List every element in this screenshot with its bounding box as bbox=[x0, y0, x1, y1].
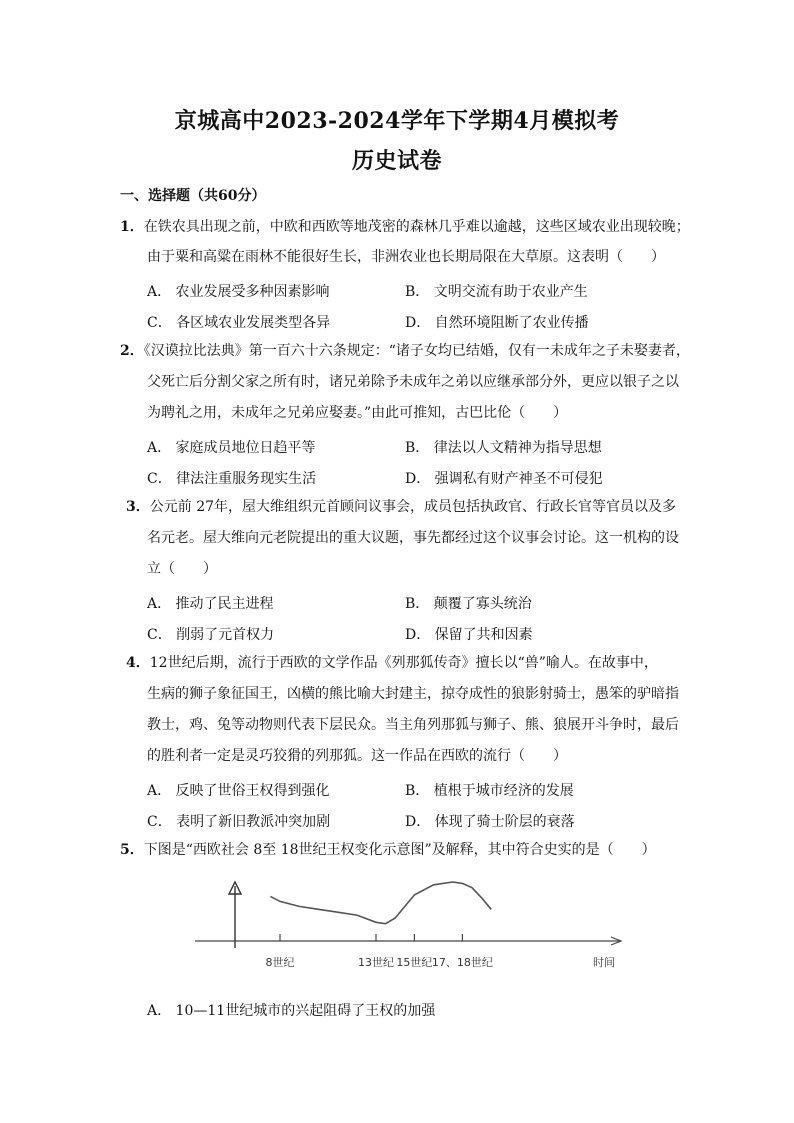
question-1-option-a[interactable]: A． 农业发展受多种因素影响 bbox=[147, 284, 330, 300]
tick-labels bbox=[266, 955, 493, 969]
question-1-option-d[interactable]: D． 自然环境阻断了农业传播 bbox=[405, 315, 589, 331]
question-3-option-a[interactable]: A． 推动了民主进程 bbox=[147, 596, 274, 612]
question-number: 3． bbox=[126, 499, 150, 515]
exam-title: 京城高中2023-2024学年下学期4月模拟考 bbox=[174, 108, 620, 134]
question-2-option-a[interactable]: A． 家庭成员地位日趋平等 bbox=[147, 440, 316, 456]
tick-label: 8世纪 bbox=[265, 956, 295, 969]
question-3-option-b[interactable]: B． 颠覆了寡头统治 bbox=[405, 596, 532, 612]
exam-subtitle: 历史试卷 bbox=[351, 148, 442, 174]
royal-power-chart bbox=[190, 868, 630, 978]
question-text: 公元前 27年，屋大维组织元首顾问议事会，成员包括执政官、行政长官等官员以及多 bbox=[149, 499, 677, 515]
question-number: 2． bbox=[120, 343, 144, 359]
question-5-option-a[interactable]: A． 10—11世纪城市的兴起阻碍了王权的加强 bbox=[147, 1003, 436, 1019]
question-1-option-b[interactable]: B． 文明交流有助于农业产生 bbox=[405, 284, 588, 300]
tick-label: 15世纪 bbox=[396, 956, 433, 969]
question-number: 4． bbox=[126, 655, 150, 671]
question-1-option-c[interactable]: C． 各区域农业发展类型各异 bbox=[147, 315, 331, 331]
question-4-option-b[interactable]: B． 植根于城市经济的发展 bbox=[405, 783, 574, 799]
question-text: 下图是“西欧社会 8至 18世纪王权变化示意图”及解释，其中符合史实的是（ ） bbox=[143, 842, 656, 858]
question-1-line-1 bbox=[120, 212, 690, 243]
question-3-line-1 bbox=[126, 492, 676, 523]
question-2-line-1 bbox=[120, 336, 690, 367]
question-4-option-d[interactable]: D． 体现了骑士阶层的衰落 bbox=[405, 814, 575, 830]
question-4-option-c[interactable]: C． 表明了新旧教派冲突加剧 bbox=[147, 814, 331, 830]
x-axis-label: 时间 bbox=[593, 956, 615, 969]
question-number: 5． bbox=[120, 842, 144, 858]
section-heading: 一、选择题（共60分） bbox=[120, 188, 266, 204]
question-4-line-4: 的胜利者一定是灵巧狡猾的列那狐。这一作品在西欧的流行（ ） bbox=[147, 748, 567, 764]
question-2-line-2: 父死亡后分割父家之所有时，诸兄弟除予未成年之弟以应继承部分外，更应以银子之以 bbox=[147, 374, 679, 390]
question-2-line-3: 为聘礼之用，未成年之兄弟应娶妻。”由此可推知，古巴比伦（ ） bbox=[147, 405, 568, 421]
question-3-line-2: 名元老。屋大维向元老院提出的重大议题，事先都经过这个议事会讨论。这一机构的设 bbox=[147, 530, 679, 546]
question-text: 《汉谟拉比法典》第一百六十六条规定：“诸子女均已结婚，仅有一未成年之子未娶妻者， bbox=[143, 343, 690, 359]
question-2-option-b[interactable]: B． 律法以人文精神为指导思想 bbox=[405, 440, 602, 456]
question-2-option-d[interactable]: D． 强调私有财产神圣不可侵犯 bbox=[405, 471, 603, 487]
question-5-line-1 bbox=[120, 835, 656, 866]
question-4-line-1 bbox=[126, 648, 658, 679]
question-1-line-2: 由于粟和高粱在雨林不能很好生长，非洲农业也长期局限在大草原。这表明（ ） bbox=[147, 249, 665, 265]
question-4-option-a[interactable]: A． 反映了世俗王权得到强化 bbox=[147, 783, 330, 799]
question-3-option-c[interactable]: C． 削弱了元首权力 bbox=[147, 627, 275, 643]
tick-label: 17、18世纪 bbox=[431, 956, 493, 969]
question-3-option-d[interactable]: D． 保留了共和因素 bbox=[405, 627, 533, 643]
tick-label: 13世纪 bbox=[358, 956, 394, 969]
question-4-line-2: 生病的狮子象征国王，凶横的熊比喻大封建主，掠夺成性的狼影射骑士，愚笨的驴暗指 bbox=[147, 686, 679, 702]
question-text: 12世纪后期，流行于西欧的文学作品《列那狐传奇》擅长以“兽”喻人。在故事中， bbox=[149, 655, 658, 671]
question-number: 1． bbox=[120, 219, 144, 235]
question-2-option-c[interactable]: C． 律法注重服务现实生活 bbox=[147, 471, 317, 487]
tick-marks bbox=[280, 934, 462, 941]
question-4-line-3: 教士，鸡、兔等动物则代表下层民众。当主角列那狐与狮子、熊、狼展开斗争时，最后 bbox=[147, 717, 679, 733]
power-curve bbox=[270, 882, 491, 924]
question-3-line-3: 立（ ） bbox=[147, 561, 217, 577]
question-text: 在铁农具出现之前，中欧和西欧等地茂密的森林几乎难以逾越，这些区域农业出现较晚； bbox=[143, 219, 690, 235]
